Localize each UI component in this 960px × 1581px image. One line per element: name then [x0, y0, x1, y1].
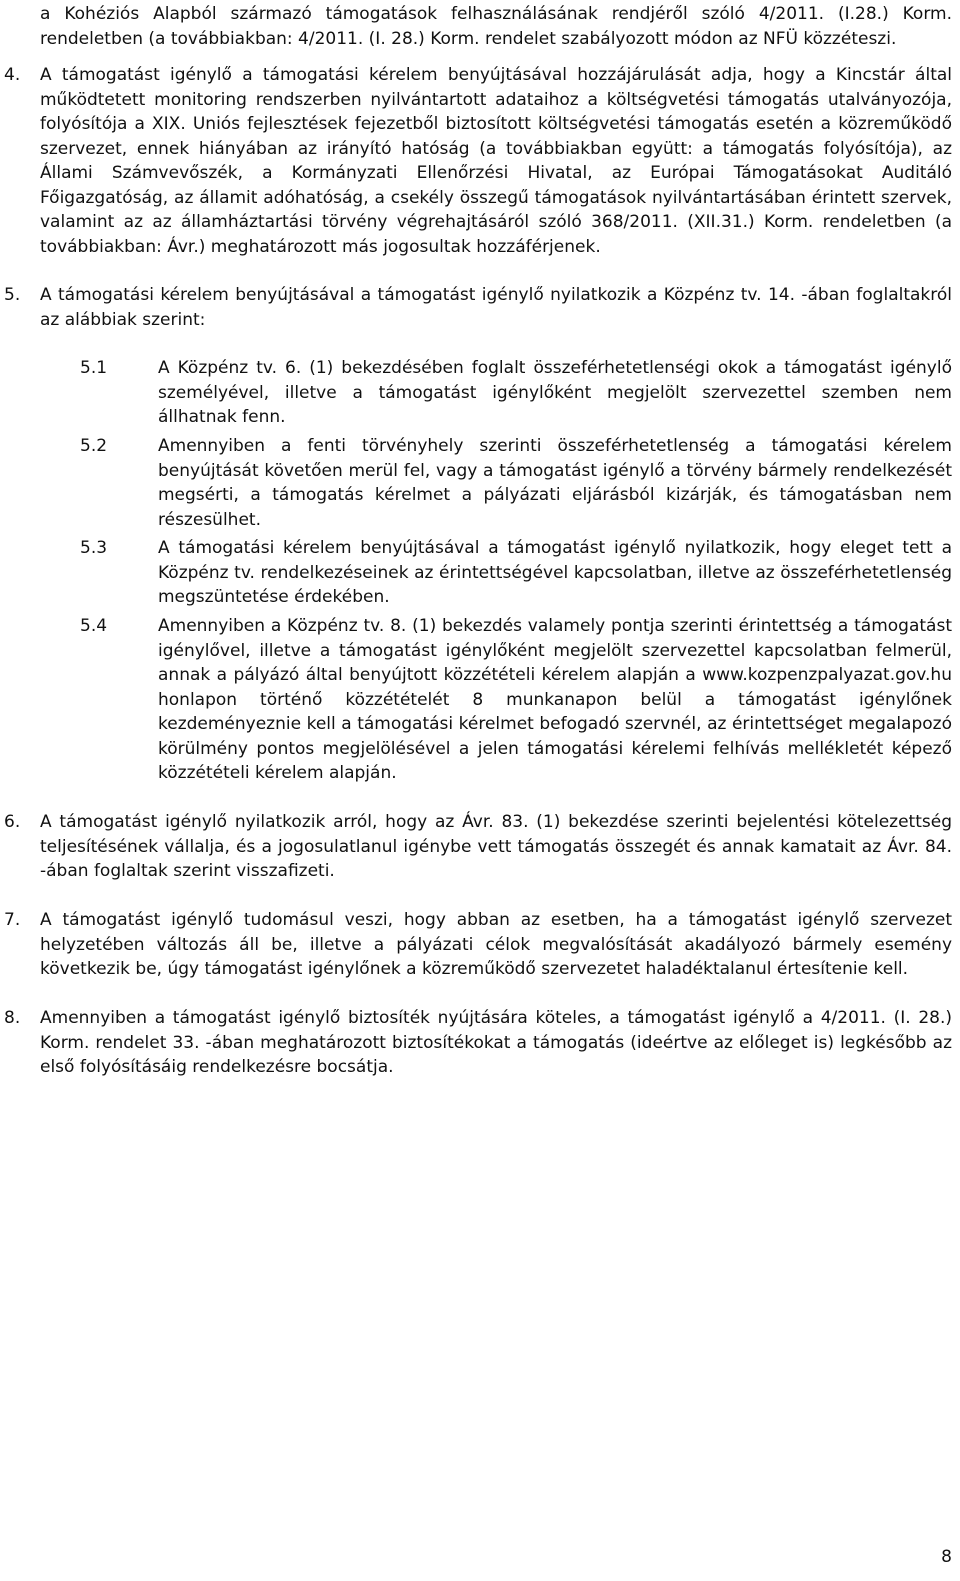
subitem-number: 5.4: [80, 616, 108, 636]
subitem-text: Amennyiben a fenti törvényhely szerinti összeférhetetlenség a támogatási kérelem benyújtását követően merül fel, vagy a támogatást igénylő a törvény bármely rendelkezését megsérti, a támogatás kérelmet a pályázati eljárásból kizárják, és támogatásban nem részesülhet.: [158, 436, 952, 530]
item-number: 7.: [4, 910, 21, 930]
item-8: [4, 1006, 952, 1080]
subitem-5-3: [80, 536, 952, 610]
item-4: [4, 63, 952, 259]
item-number: 5.: [4, 285, 21, 305]
item-text: Amennyiben a támogatást igénylő biztosíték nyújtására köteles, a támogatást igénylő a 4/2011. (I. 28.) Korm. rendelet 33. -ában meghatározott biztosítékokat a támogatás (ideértve az előleget is) legkésőbb az első folyósításáig rendelkezésre bocsátja.: [40, 1008, 952, 1077]
subitem-5-4: [80, 614, 952, 786]
subitem-5-2: [80, 434, 952, 532]
subitem-number: 5.3: [80, 538, 108, 558]
item-number: 4.: [4, 65, 21, 85]
item-5: [4, 283, 952, 332]
item-7: [4, 908, 952, 982]
subitem-text: Amennyiben a Közpénz tv. 8. (1) bekezdés valamely pontja szerinti érintettség a támogatást igénylővel, illetve a támogatást igénylőként megjelölt szervezettel kapcsolatban felmerül, annak a pályázó által benyújtott közzétételi kérelem alapján a www.kozpenzpalyazat.gov.hu honlapon történő közzétételét 8 munkanapon belül a támogatást igénylőnek kezdeményeznie kell a támogatási kérelmet befogadó szervnél, az érintettséget megalapozó körülmény pontos megjelölésével a jelen támogatási kérelemi felhívás mellékletét képező közzétételi kérelem alapján.: [158, 616, 952, 783]
item-text: A támogatást igénylő a támogatási kérelem benyújtásával hozzájárulását adja, hogy a Kincstár által működtetett monitoring rendszerben nyilvántartott adataihoz a költségvetési támogatás utalványozója, folyósítója a XIX. Uniós fejlesztések fejezetből biztosított költségvetési támogatás esetén a közreműködő szervezet, ennek hiányában az irányító hatóság (a továbbiakban együtt: a támogatás folyósítója), az Állami Számvevőszék, a Kormányzati Ellenőrzési Hivatal, az Európai Támogatásokat Auditáló Főigazgatóság, az államit adóhatóság, a csekély összegű támogatások nyilvántartásában érintett szervek, valamint az az államháztartási törvény végrehajtásáról szóló 368/2011. (XII.31.) Korm. rendeletben (a továbbiakban: Ávr.) meghatározott más jogosultak hozzáférjenek.: [40, 65, 952, 257]
item-number: 6.: [4, 812, 21, 832]
intro-paragraph: a Kohéziós Alapból származó támogatások felhasználásának rendjéről szóló 4/2011. (I.28.) Korm. rendeletben (a továbbiakban: 4/2011. (I. 28.) Korm. rendelet szabályozott módon az NFÜ közzéteszi.: [40, 4, 952, 49]
subitem-number: 5.2: [80, 436, 108, 456]
item-number: 8.: [4, 1008, 21, 1028]
subitem-text: A Közpénz tv. 6. (1) bekezdésében foglalt összeférhetetlenségi okok a támogatást igénylő személyével, illetve a támogatást igénylőként megjelölt szervezettel szemben nem állhatnak fenn.: [158, 358, 952, 427]
item-text: A támogatási kérelem benyújtásával a támogatást igénylő nyilatkozik a Közpénz tv. 14. -ában foglaltakról az alábbiak szerint:: [40, 285, 952, 330]
subitem-text: A támogatási kérelem benyújtásával a támogatást igénylő nyilatkozik, hogy eleget tett a Közpénz tv. rendelkezéseinek az érintettségével kapcsolatban, illetve az összeférhetetlenség megszüntetése érdekében.: [158, 538, 952, 607]
item-text: A támogatást igénylő tudomásul veszi, hogy abban az esetben, ha a támogatást igénylő szervezet helyzetében változás áll be, illetve a pályázati célok megvalósítását akadályozó bármely esemény következik be, úgy támogatást igénylőnek a közreműködő szervezetet haladéktalanul értesítenie kell.: [40, 910, 952, 979]
item-6: [4, 810, 952, 884]
item-text: A támogatást igénylő nyilatkozik arról, hogy az Ávr. 83. (1) bekezdése szerinti bejelentési kötelezettség teljesítésének vállalja, és a jogosulatlanul igénybe vett támogatás összegét és annak kamatait az Ávr. 84. -ában foglaltak szerint visszafizeti.: [40, 812, 952, 881]
page-number: 8: [941, 1547, 952, 1567]
subitem-number: 5.1: [80, 358, 108, 378]
subitem-5-1: [80, 356, 952, 430]
